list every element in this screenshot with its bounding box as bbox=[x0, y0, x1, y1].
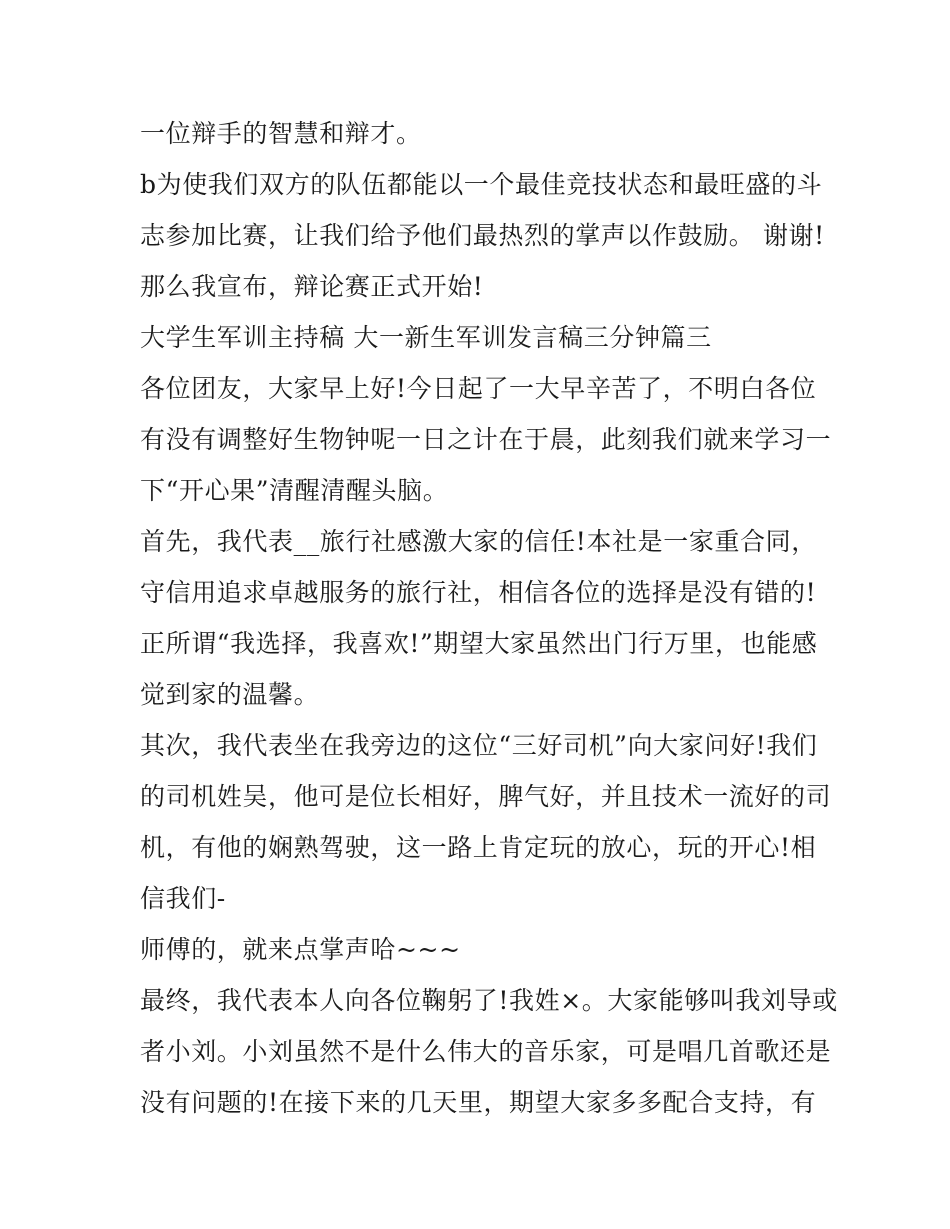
text-line: 的司机姓吴，他可是位长相好，脾气好，并且技术一流好的司 bbox=[140, 782, 832, 811]
text-line: 正所谓“我选择，我喜欢!”期望大家虽然出门行万里，也能感 bbox=[140, 629, 818, 658]
text-line: 志参加比赛，让我们给予他们最热烈的掌声以作鼓励。 谢谢! bbox=[140, 221, 825, 250]
text-line: 首先，我代表__旅行社感激大家的信任!本社是一家重合同， bbox=[140, 527, 817, 556]
text-line: 师傅的，就来点掌声哈~~~ bbox=[140, 935, 461, 964]
text-line: 那么我宣布，辩论赛正式开始! bbox=[140, 272, 484, 301]
text-line: b为使我们双方的队伍都能以一个最佳竞技状态和最旺盛的斗 bbox=[140, 170, 823, 199]
text-line: 者小刘。小刘虽然不是什么伟大的音乐家，可是唱几首歌还是 bbox=[140, 1037, 832, 1066]
text-line: 一位辩手的智慧和辩才。 bbox=[140, 119, 422, 148]
text-line: 信我们- bbox=[140, 884, 226, 913]
text-line: 机，有他的娴熟驾驶，这一路上肯定玩的放心，玩的开心!相 bbox=[140, 833, 817, 862]
text-line: 最终，我代表本人向各位鞠躬了!我姓×。大家能够叫我刘导或 bbox=[140, 986, 838, 1015]
text-line: 其次，我代表坐在我旁边的这位“三好司机”向大家问好!我们 bbox=[140, 731, 818, 760]
text-line: 有没有调整好生物钟呢一日之计在于晨，此刻我们就来学习一 bbox=[140, 425, 832, 454]
text-line: 各位团友，大家早上好!今日起了一大早辛苦了，不明白各位 bbox=[140, 374, 817, 403]
text-line: 守信用追求卓越服务的旅行社，相信各位的选择是没有错的! bbox=[140, 578, 817, 607]
text-line: 没有问题的!在接下来的几天里，期望大家多多配合支持，有 bbox=[140, 1088, 817, 1117]
document-body bbox=[140, 108, 838, 1128]
text-line: 觉到家的温馨。 bbox=[140, 680, 320, 709]
text-line: 下“开心果”清醒清醒头脑。 bbox=[140, 476, 449, 505]
section-heading: 大学生军训主持稿 大一新生军训发言稿三分钟篇三 bbox=[140, 323, 712, 352]
